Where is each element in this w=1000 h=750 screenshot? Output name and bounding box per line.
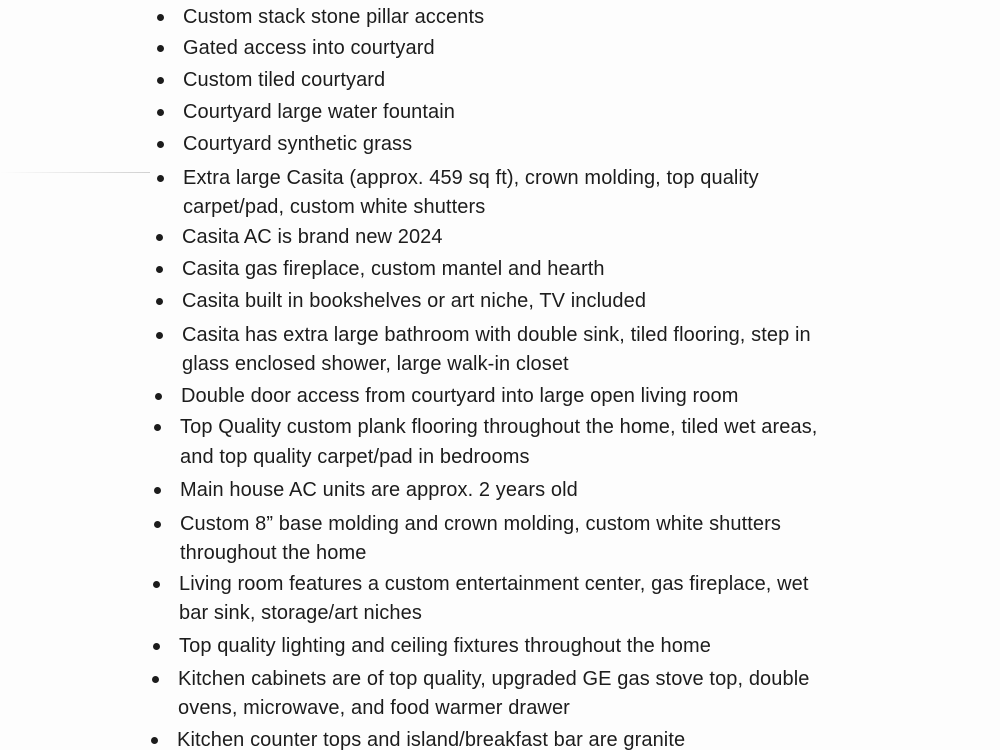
list-item-text: Custom 8” base molding and crown molding, custom white shutters [180, 513, 782, 535]
list-item-text: Courtyard synthetic grass [183, 133, 413, 155]
list-item-text: throughout the home [180, 542, 367, 564]
list-item-text: Casita has extra large bathroom with double sink, tiled flooring, step in [182, 324, 811, 346]
list-item-text: Living room features a custom entertainment center, gas fireplace, wet [179, 573, 809, 595]
list-item-text: Top quality lighting and ceiling fixtures throughout the home [179, 635, 711, 657]
list-item-text: Casita built in bookshelves or art niche, TV included [182, 290, 647, 312]
bullet-icon [156, 332, 163, 339]
list-item-text: ovens, microwave, and food warmer drawer [178, 697, 570, 719]
bullet-icon [153, 643, 160, 650]
bullet-icon [157, 109, 164, 116]
bullet-icon [156, 298, 163, 305]
list-item-text: Casita gas fireplace, custom mantel and hearth [182, 258, 605, 280]
list-item-text: Extra large Casita (approx. 459 sq ft), crown molding, top quality [183, 167, 759, 189]
scan-artifact-line [0, 172, 150, 173]
bullet-icon [157, 141, 164, 148]
bullet-icon [156, 234, 163, 241]
list-item-text: Top Quality custom plank flooring throughout the home, tiled wet areas, [180, 416, 818, 438]
list-item-text: Kitchen cabinets are of top quality, upgraded GE gas stove top, double [178, 668, 810, 690]
list-item-text: Courtyard large water fountain [183, 101, 456, 123]
bullet-icon [157, 14, 164, 21]
bullet-icon [156, 266, 163, 273]
list-item-text: and top quality carpet/pad in bedrooms [180, 446, 530, 468]
list-item-text: carpet/pad, custom white shutters [183, 196, 486, 218]
list-item-text: Gated access into courtyard [183, 37, 435, 59]
list-item-text: Custom tiled courtyard [183, 69, 386, 91]
list-item-text: Double door access from courtyard into large open living room [181, 385, 739, 407]
list-item-text: bar sink, storage/art niches [179, 602, 422, 624]
bullet-icon [154, 487, 161, 494]
bullet-icon [154, 521, 161, 528]
bullet-icon [154, 424, 161, 431]
list-item-text: Custom stack stone pillar accents [183, 6, 485, 28]
bullet-icon [152, 676, 159, 683]
list-item-text: Casita AC is brand new 2024 [182, 226, 443, 248]
bullet-icon [157, 175, 164, 182]
bullet-icon [157, 77, 164, 84]
list-item-text: glass enclosed shower, large walk-in closet [182, 353, 569, 375]
list-item-text: Main house AC units are approx. 2 years old [180, 479, 578, 501]
bullet-icon [153, 581, 160, 588]
bullet-icon [151, 737, 158, 744]
bullet-icon [155, 393, 162, 400]
bullet-icon [157, 45, 164, 52]
list-item-text: Kitchen counter tops and island/breakfast bar are granite [177, 729, 686, 750]
